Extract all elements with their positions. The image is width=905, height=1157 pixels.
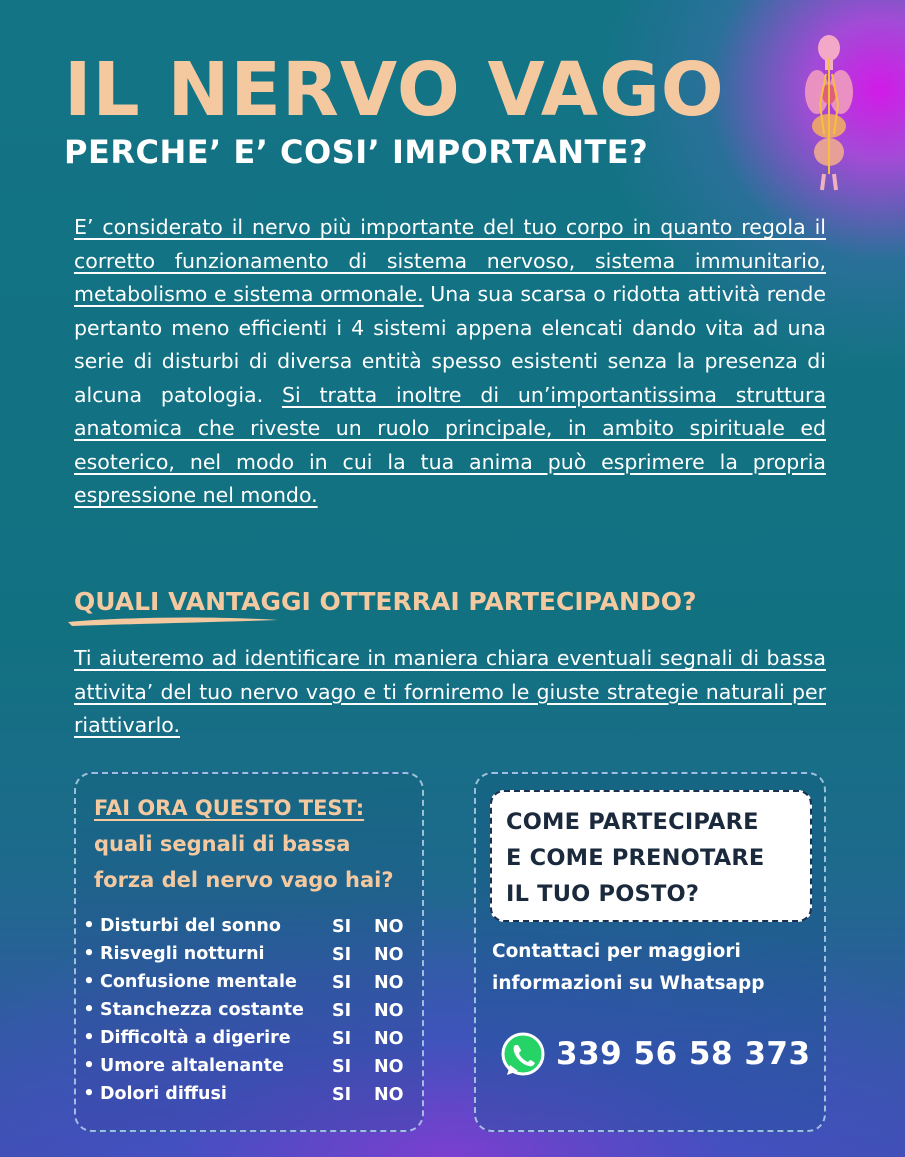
bullet-icon: • — [83, 1028, 95, 1048]
test-title: FAI ORA QUESTO TEST: — [94, 796, 365, 820]
list-item — [80, 996, 420, 1024]
whatsapp-icon[interactable] — [498, 1030, 548, 1080]
no-option[interactable]: NO — [374, 1001, 404, 1021]
bullet-icon: • — [83, 916, 95, 936]
benefits-title: QUALI VANTAGGI OTTERRAI PARTECIPANDO? — [74, 587, 697, 616]
symptom-label: Risvegli notturni — [100, 944, 265, 964]
symptom-label: Umore altalenante — [100, 1056, 284, 1076]
list-item — [80, 968, 420, 996]
bullet-icon: • — [83, 972, 95, 992]
symptom-label: Disturbi del sonno — [100, 916, 281, 936]
yes-option[interactable]: SI — [332, 973, 352, 993]
intro-highlight-1: E’ considerato il nervo più importante del tuo corpo in quanto regola il corretto funzionamento di sistema nervoso, sistema immunitario, metabolismo e sistema ormonale. — [74, 215, 826, 306]
callout-line-1: COME PARTECIPARE — [506, 809, 759, 835]
yes-option[interactable]: SI — [332, 1057, 352, 1077]
test-card — [74, 772, 424, 1132]
no-option[interactable]: NO — [374, 1085, 404, 1105]
anatomy-illustration — [800, 34, 858, 194]
no-option[interactable]: NO — [374, 1057, 404, 1077]
page-subtitle: PERCHE’ E’ COSI’ IMPORTANTE? — [64, 133, 649, 171]
bullet-icon: • — [83, 944, 95, 964]
bullet-icon: • — [83, 1084, 95, 1104]
list-item — [80, 912, 420, 940]
symptom-label: Difficoltà a digerire — [100, 1028, 291, 1048]
list-item — [80, 1052, 420, 1080]
test-subtitle: quali segnali di bassa forza del nervo vago hai? — [94, 832, 394, 892]
how-to-join-callout — [490, 790, 812, 922]
yes-option[interactable]: SI — [332, 1029, 352, 1049]
callout-line-3: IL TUO POSTO? — [506, 881, 700, 907]
contact-card — [474, 772, 826, 1132]
intro-highlight-2: Si tratta inoltre di un’importantissima struttura anatomica che riveste un ruolo principale, in ambito spirituale ed esoterico, nel modo in cui la tua anima può esprimere la propria espressione nel mondo. — [74, 382, 827, 507]
list-item — [80, 940, 420, 968]
intro-paragraph — [74, 211, 826, 513]
list-item — [80, 1024, 420, 1052]
callout-line-2: E COME PRENOTARE — [506, 845, 765, 871]
benefits-paragraph — [74, 642, 826, 743]
yes-option[interactable]: SI — [332, 1001, 352, 1021]
no-option[interactable]: NO — [374, 945, 404, 965]
yes-option[interactable]: SI — [332, 1085, 352, 1105]
symptom-label: Stanchezza costante — [100, 1000, 304, 1020]
bullet-icon: • — [83, 1000, 95, 1020]
symptom-label: Confusione mentale — [100, 972, 297, 992]
no-option[interactable]: NO — [374, 1029, 404, 1049]
phone-number[interactable]: 339 56 58 373 — [556, 1036, 811, 1072]
intro-body: Una sua scarsa o ridotta attività rende pertanto meno efficienti i 4 sistemi appena elencati dando vita ad una serie di disturbi di diversa entità spesso esistenti senza la presenza di alcuna patologia. — [74, 282, 826, 407]
benefits-text: Ti aiuteremo ad identificare in maniera chiara eventuali segnali di bassa attivita’ del tuo nervo vago e ti forniremo le giuste strategie naturali per riattivarlo. — [74, 646, 826, 737]
page-title: IL NERVO VAGO — [64, 47, 725, 133]
symptom-label: Dolori diffusi — [100, 1084, 227, 1104]
bullet-icon: • — [83, 1056, 95, 1076]
yes-option[interactable]: SI — [332, 945, 352, 965]
contact-text: Contattaci per maggiori informazioni su Whatsapp — [492, 941, 765, 994]
yes-option[interactable]: SI — [332, 917, 352, 937]
symptom-list — [80, 912, 420, 1108]
list-item — [80, 1080, 420, 1108]
no-option[interactable]: NO — [374, 917, 404, 937]
brush-underline — [64, 614, 284, 628]
no-option[interactable]: NO — [374, 973, 404, 993]
